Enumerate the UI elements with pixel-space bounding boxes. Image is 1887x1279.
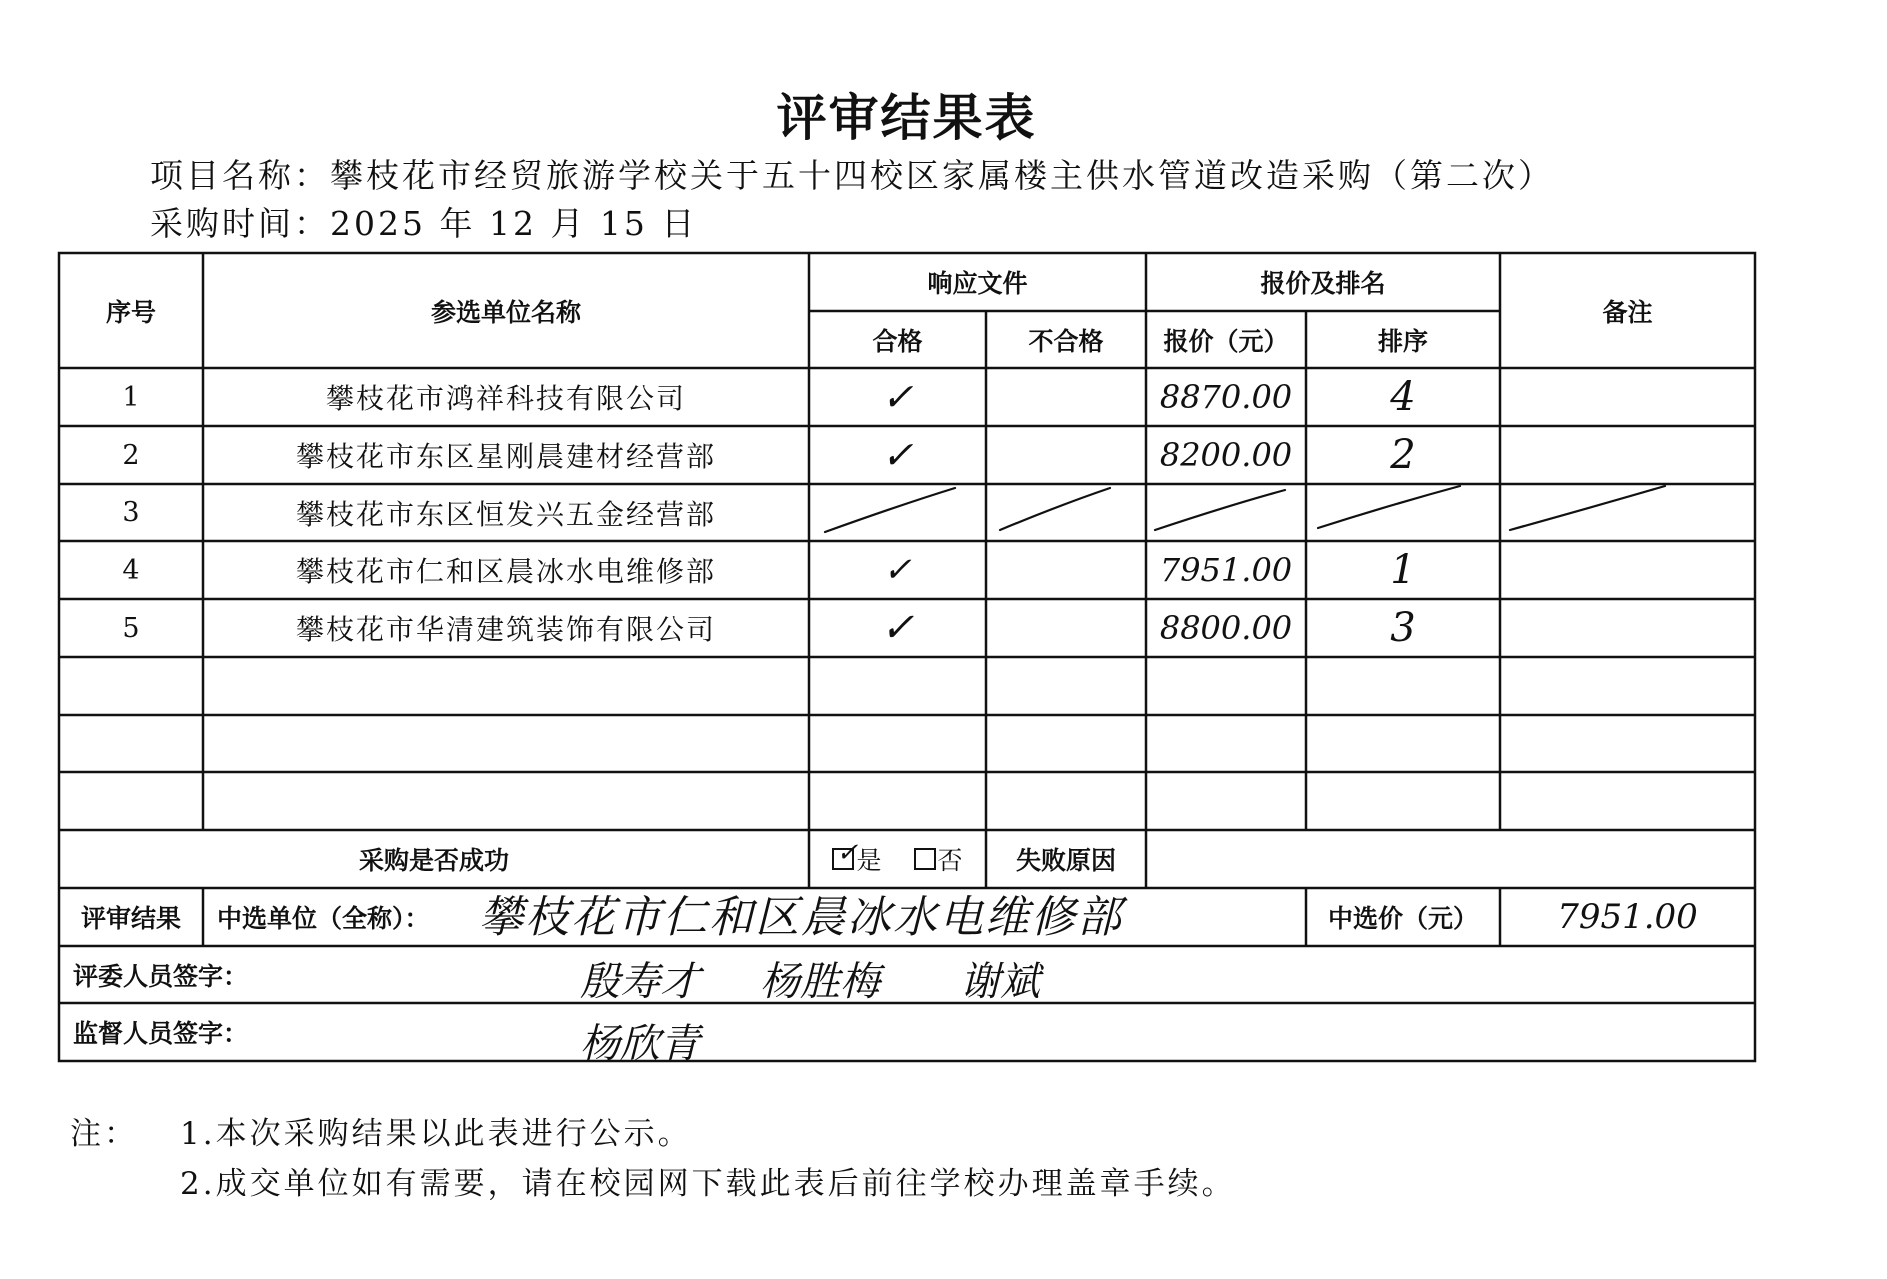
page-title: 评审结果表: [776, 89, 1037, 147]
row-5-rank: 3: [1390, 605, 1416, 651]
success-label: 采购是否成功: [358, 846, 509, 875]
result-label: 评审结果: [80, 904, 181, 933]
row-5-qualified-check: ✓: [880, 605, 915, 651]
success-yes-option[interactable]: [832, 838, 882, 877]
success-yes-label: 是: [856, 846, 882, 875]
row-2-rank: 2: [1390, 432, 1416, 478]
project-name-line: 项目名称：攀枝花市经贸旅游学校关于五十四校区家属楼主供水管道改造采购（第二次）: [150, 156, 1554, 195]
success-no-label: 否: [937, 846, 963, 875]
header-company: 参选单位名称: [430, 297, 581, 327]
note-item-1: 1.本次采购结果以此表进行公示。: [180, 1116, 692, 1152]
notes-prefix: 注：: [70, 1116, 138, 1152]
row-5-company: 攀枝花市华清建筑装饰有限公司: [295, 613, 716, 646]
judge-signature: 杨胜梅: [760, 959, 880, 1005]
header-qualified: 合格: [872, 326, 923, 356]
header-remark: 备注: [1602, 297, 1653, 327]
winning-price-label: 中选价（元）: [1327, 904, 1478, 933]
header-price: 报价（元）: [1163, 326, 1289, 356]
row-3-company: 攀枝花市东区恒发兴五金经营部: [295, 497, 716, 531]
winner-handwritten: 攀枝花市仁和区晨冰水电维修部: [479, 892, 1123, 943]
supervisor-signature-label: 监督人员签字：: [73, 1019, 249, 1048]
row-5-seq: 5: [122, 612, 140, 644]
row-1-qualified-check: ✓: [881, 375, 914, 419]
judges-signatures: [580, 950, 1040, 1007]
row-5-price: 8800.00: [1159, 609, 1293, 647]
row-4-rank: 1: [1390, 547, 1416, 593]
row-2-seq: 2: [122, 439, 140, 471]
header-seq: 序号: [105, 297, 156, 327]
judges-signature-label: 评委人员签字：: [73, 961, 249, 991]
row-4-qualified-check: ✓: [883, 550, 912, 590]
row-3-seq: 3: [122, 497, 140, 528]
supervisor-signature: 杨欣青: [580, 1021, 700, 1067]
procurement-date-line: 采购时间：2025 年 12 月 15 日: [150, 204, 698, 243]
row-2-company: 攀枝花市东区星刚晨建材经营部: [295, 440, 716, 473]
row-1-rank: 4: [1390, 374, 1416, 420]
judge-signature: 谢斌: [960, 959, 1040, 1005]
row-4-company: 攀枝花市仁和区晨冰水电维修部: [295, 555, 716, 588]
supervisor-signature-wrap: [580, 1012, 700, 1069]
fail-reason-label: 失败原因: [1015, 846, 1116, 875]
judge-signature: 殷寿才: [580, 959, 700, 1005]
header-rank: 排序: [1377, 326, 1428, 356]
winning-price: 7951.00: [1557, 897, 1698, 937]
row-4-seq: 4: [122, 554, 140, 586]
row-2-price: 8200.00: [1159, 436, 1293, 474]
row-1-company: 攀枝花市鸿祥科技有限公司: [325, 382, 686, 415]
header-unqualified: 不合格: [1028, 326, 1104, 356]
note-item-2: 2.成交单位如有需要，请在校园网下载此表后前往学校办理盖章手续。: [180, 1166, 1236, 1202]
success-no-option[interactable]: [914, 841, 963, 877]
header-response: 响应文件: [927, 269, 1028, 298]
winner-label: 中选单位（全称）：: [217, 904, 430, 933]
row-1-price: 8870.00: [1159, 378, 1293, 416]
row-1-seq: 1: [122, 381, 140, 413]
row-2-qualified-check: ✓: [881, 433, 914, 477]
checkbox-checked-icon: ✓: [832, 848, 854, 870]
header-quote-rank: 报价及排名: [1260, 269, 1386, 298]
checkbox-empty-icon: [914, 848, 936, 870]
row-4-price: 7951.00: [1159, 551, 1293, 589]
